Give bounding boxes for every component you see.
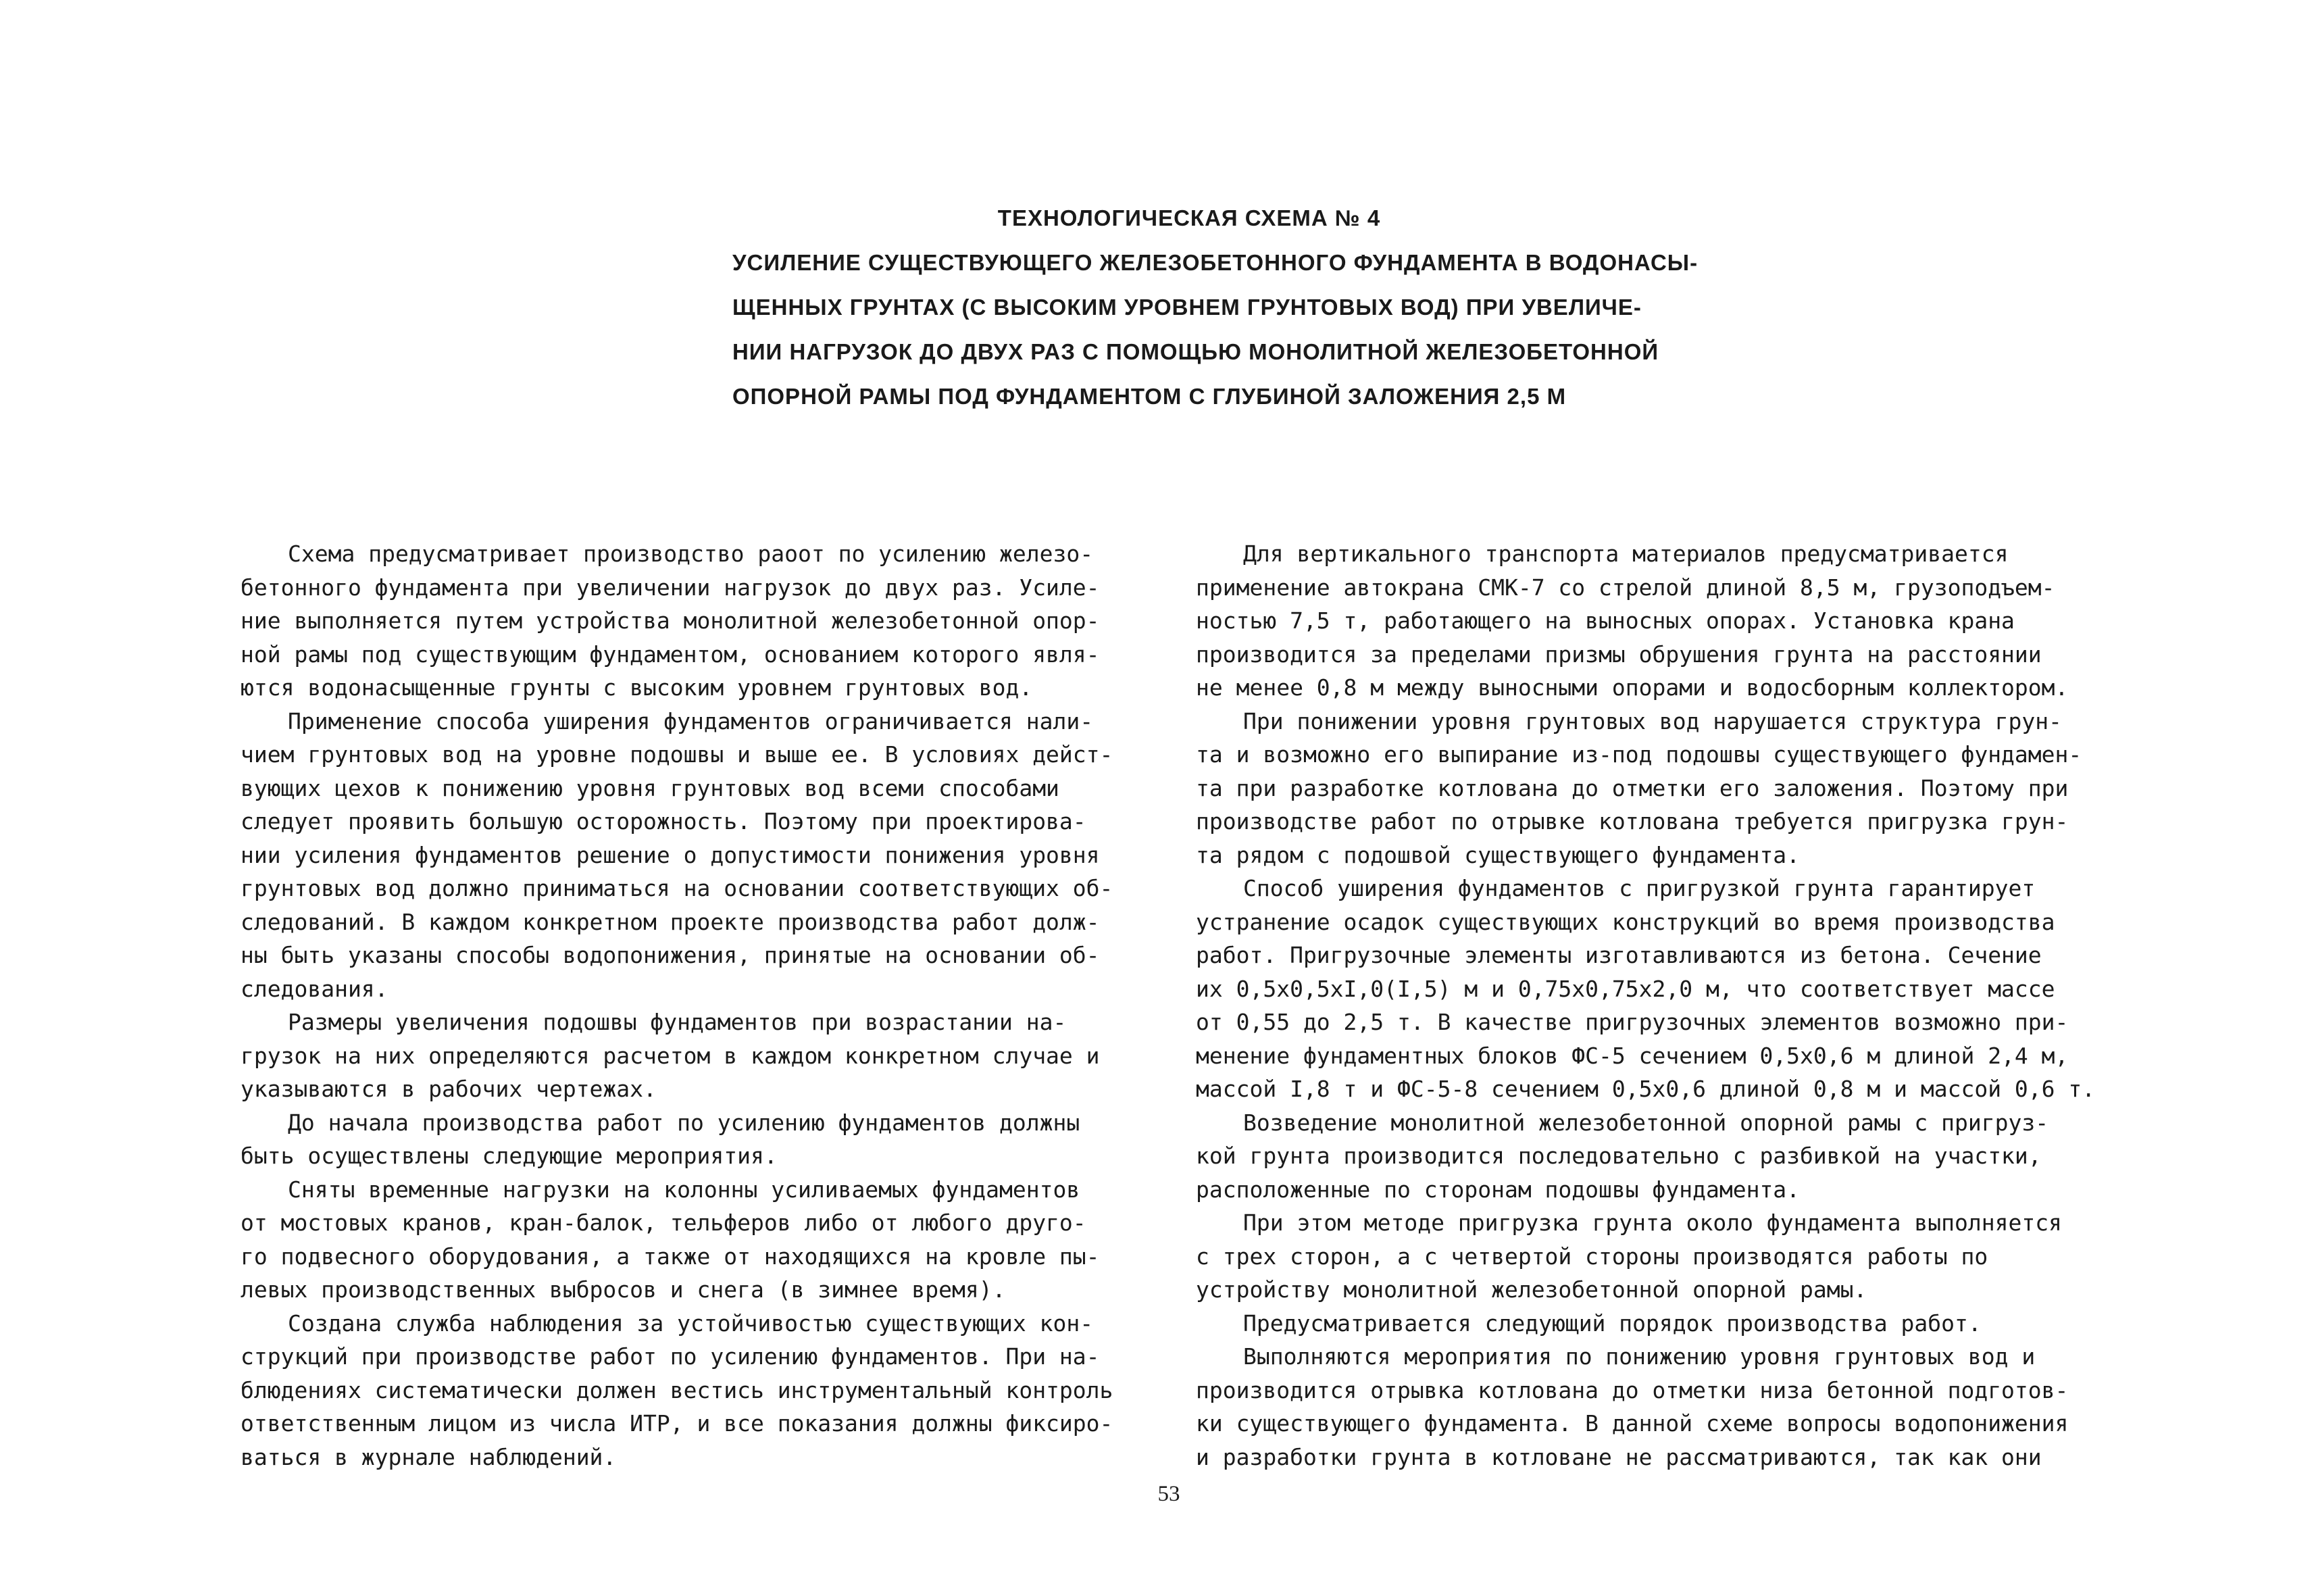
text-line: от мостовых кранов, кран-балок, тельферов либо от любого друго- xyxy=(241,1210,1086,1236)
text-line: следует проявить большую осторожность. Поэтому при проектирова- xyxy=(241,808,1086,834)
heading-line: ОПОРНОЙ РАМЫ ПОД ФУНДАМЕНТОМ С ГЛУБИНОЙ ЗАЛОЖЕНИЯ 2,5 М xyxy=(732,384,1567,409)
text-line: При понижении уровня грунтовых вод нарушается структура грун- xyxy=(1243,707,2062,734)
text-line: ются водонасыщенные грунты с высоким уровнем грунтовых вод. xyxy=(241,674,1033,701)
text-line: Выполняются мероприятия по понижению уровня грунтовых вод и xyxy=(1243,1343,2036,1370)
text-line: производится за пределами призмы обрушения грунта на расстоянии xyxy=(1196,641,2042,668)
text-line: Сняты временные нагрузки на колонны усиливаемых фундаментов xyxy=(288,1176,1080,1203)
text-line: устранение осадок существующих конструкций во время производства xyxy=(1196,908,2055,935)
text-line: Размеры увеличения подошвы фундаментов при возрастании на- xyxy=(288,1009,1067,1035)
text-line: та и возможно его выпирание из-под подошвы существующего фундамен- xyxy=(1196,741,2082,768)
text-line: ваться в журнале наблюдений. xyxy=(241,1443,617,1470)
text-line: струкций при производстве работ по усилению фундаментов. При на- xyxy=(241,1343,1100,1370)
text-line: чием грунтовых вод на уровне подошвы и выше ее. В условиях дейст- xyxy=(241,741,1113,768)
text-line: та рядом с подошвой существующего фундамента. xyxy=(1196,841,1801,868)
text-line: указываются в рабочих чертежах. xyxy=(241,1076,657,1102)
text-line: ние выполняется путем устройства монолитной железобетонной опор- xyxy=(241,607,1100,634)
text-line: ностью 7,5 т, работающего на выносных опорах. Установка крана xyxy=(1196,607,2015,634)
text-line: Способ уширения фундаментов с пригрузкой грунта гарантирует xyxy=(1243,875,2036,901)
text-line: ки существующего фундамента. В данной схеме вопросы водопонижения xyxy=(1196,1410,2069,1437)
text-line: от 0,55 до 2,5 т. В качестве пригрузочных элементов возможно при- xyxy=(1196,1009,2069,1035)
text-line: их 0,5х0,5хI,0(I,5) м и 0,75х0,75х2,0 м, что соответствует массе xyxy=(1196,975,2055,1002)
text-line: нии усиления фундаментов решение о допустимости понижения уровня xyxy=(241,841,1100,868)
text-line: Создана служба наблюдения за устойчивостью существующих кон- xyxy=(288,1310,1094,1337)
text-line: грунтовых вод должно приниматься на основании соответствующих об- xyxy=(241,875,1113,901)
text-line: та при разработке котлована до отметки его заложения. Поэтому при xyxy=(1196,774,2069,801)
text-line: с трех сторон, а с четвертой стороны производятся работы по xyxy=(1196,1243,1988,1270)
text-line: грузок на них определяются расчетом в каждом конкретном случае и xyxy=(241,1042,1100,1069)
heading-line: НИИ НАГРУЗОК ДО ДВУХ РАЗ С ПОМОЩЬЮ МОНОЛИТНОЙ ЖЕЛЕЗОБЕТОННОЙ xyxy=(732,339,1659,364)
text-line: массой I,8 т и ФС-5-8 сечением 0,5х0,6 длиной 0,8 м и массой 0,6 т. xyxy=(1196,1076,2096,1102)
document-heading xyxy=(703,196,1699,419)
text-line: При этом методе пригрузка грунта около фундамента выполняется xyxy=(1243,1210,2062,1236)
text-line: Возведение монолитной железобетонной опорной рамы с пригруз- xyxy=(1243,1109,2049,1136)
text-line: расположенные по сторонам подошвы фундамента. xyxy=(1196,1176,1801,1203)
text-line: применение автокрана СМК-7 со стрелой длиной 8,5 м, грузоподъем- xyxy=(1196,574,2055,601)
heading-line: УСИЛЕНИЕ СУЩЕСТВУЮЩЕГО ЖЕЛЕЗОБЕТОННОГО ФУНДАМЕНТА В ВОДОНАСЫ- xyxy=(732,250,1699,275)
text-line: Предусматривается следующий порядок производства работ. xyxy=(1243,1310,1982,1337)
text-line: До начала производства работ по усилению фундаментов должны xyxy=(288,1109,1080,1136)
text-line: работ. Пригрузочные элементы изготавливаются из бетона. Сечение xyxy=(1196,942,2042,968)
text-line: ной рамы под существующим фундаментом, основанием которого явля- xyxy=(241,641,1100,668)
text-line: менение фундаментных блоков ФС-5 сечением 0,5х0,6 м длиной 2,4 м, xyxy=(1196,1042,2069,1069)
text-line: следований. В каждом конкретном проекте производства работ долж- xyxy=(241,908,1100,935)
text-line: левых производственных выбросов и снега (в зимнее время). xyxy=(241,1276,1006,1303)
heading-line: ЩЕННЫХ ГРУНТАХ (С ВЫСОКИМ УРОВНЕМ ГРУНТОВЫХ ВОД) ПРИ УВЕЛИЧЕ- xyxy=(732,295,1642,320)
text-line: следования. xyxy=(241,975,388,1002)
text-line: го подвесного оборудования, а также от находящихся на кровле пы- xyxy=(241,1243,1100,1270)
text-line: производстве работ по отрывке котлована требуется пригрузка грун- xyxy=(1196,808,2069,834)
left-text-column xyxy=(241,537,1132,1474)
text-line: быть осуществлены следующие мероприятия. xyxy=(241,1143,778,1169)
page-number: 53 xyxy=(1157,1482,1180,1506)
text-line: вующих цехов к понижению уровня грунтовых вод всеми способами xyxy=(241,774,1059,801)
text-line: Применение способа уширения фундаментов ограничивается нали- xyxy=(288,707,1094,734)
text-line: бетонного фундамента при увеличении нагрузок до двух раз. Усиле- xyxy=(241,574,1100,601)
text-line: ответственным лицом из числа ИТР, и все показания должны фиксиро- xyxy=(241,1410,1113,1437)
text-line: Для вертикального транспорта материалов предусматривается xyxy=(1243,541,2009,567)
text-line: производится отрывка котлована до отметки низа бетонной подготов- xyxy=(1196,1376,2069,1403)
text-line: ны быть указаны способы водопонижения, принятые на основании об- xyxy=(241,942,1100,968)
text-line: не менее 0,8 м между выносными опорами и водосборным коллектором. xyxy=(1196,674,2069,701)
text-line: кой грунта производится последовательно с разбивкой на участки, xyxy=(1196,1143,2042,1169)
text-line: Схема предусматривает производство раоот по усилению железо- xyxy=(288,541,1094,567)
scheme-title: ТЕХНОЛОГИЧЕСКАЯ СХЕМА № 4 xyxy=(997,205,1381,230)
text-line: и разработки грунта в котловане не рассматриваются, так как они xyxy=(1196,1443,2042,1470)
right-text-column xyxy=(1196,537,2115,1474)
text-line: устройству монолитной железобетонной опорной рамы. xyxy=(1196,1276,1867,1303)
text-line: блюдениях систематически должен вестись инструментальный контроль xyxy=(241,1376,1113,1403)
